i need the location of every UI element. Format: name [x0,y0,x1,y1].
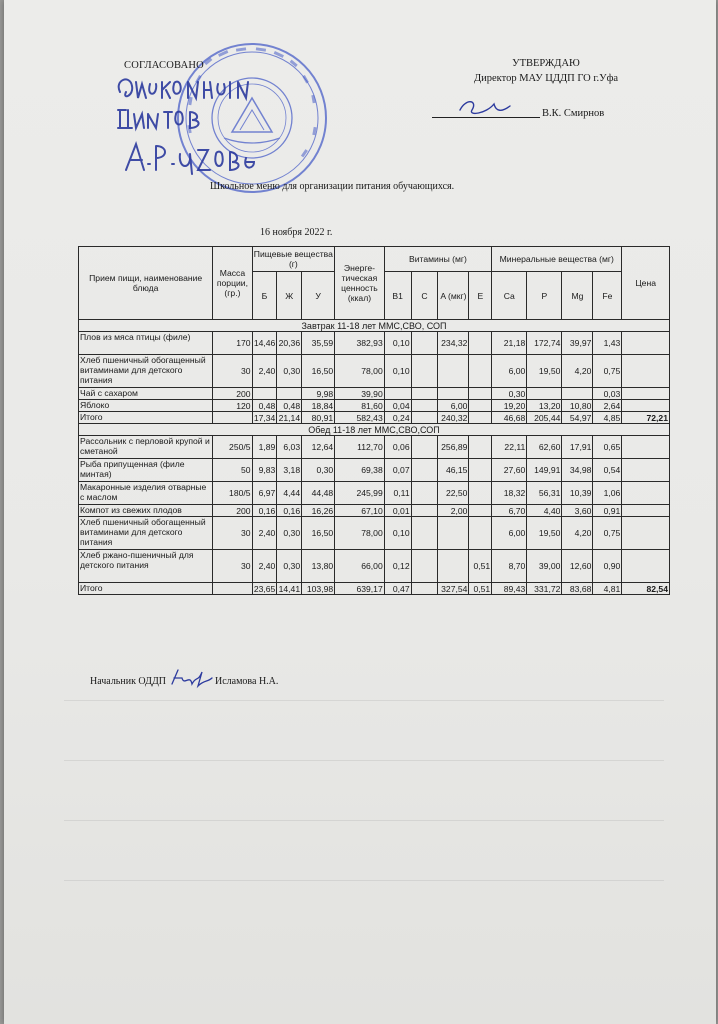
cell-fe: 1,06 [593,482,622,505]
cell-mass: 200 [213,505,252,517]
cell-price [622,517,670,550]
cell-ca: 46,68 [492,412,527,424]
header-u: У [302,272,335,320]
cell-mass: 250/5 [213,436,252,459]
cell-u: 35,59 [302,332,335,355]
header-meal: Прием пищи, наименование блюда [79,247,213,320]
cell-ca: 21,18 [492,332,527,355]
header-nutrients: Пищевые вещества (г) [252,247,335,272]
breakfast-section-title: Завтрак 11-18 лет ММС,СВО, СОП [79,320,670,332]
cell-e: 0,51 [469,583,492,595]
cell-ca: 6,00 [492,517,527,550]
cell-c [411,505,438,517]
cell-fe: 0,91 [593,505,622,517]
cell-c [411,482,438,505]
cell-a: 22,50 [438,482,469,505]
cell-e [469,482,492,505]
menu-date: 16 ноября 2022 г. [260,227,333,238]
cell-mg: 12,60 [562,550,593,583]
menu-table [78,246,670,595]
dish-name: Чай с сахаром [79,388,213,400]
header-c: C [411,272,438,320]
cell-u: 16,26 [302,505,335,517]
cell-p: 4,40 [527,505,562,517]
cell-mg: 10,80 [562,400,593,412]
table-row [79,482,670,505]
cell-mass: 30 [213,355,252,388]
cell-price [622,436,670,459]
cell-mass: 200 [213,388,252,400]
cell-mg: 4,20 [562,355,593,388]
cell-b1: 0,06 [384,436,411,459]
cell-b: 23,65 [253,583,276,594]
cell-price [622,482,670,505]
cell-c [411,400,438,412]
cell-fe: 0,75 [593,355,622,388]
cell-mg: 34,98 [562,459,593,482]
cell-b1: 0,10 [384,332,411,355]
cell-fe: 1,43 [593,332,622,355]
cell-mass: 50 [213,459,252,482]
cell-b1: 0,04 [384,400,411,412]
cell-c [411,550,438,583]
table-row [79,400,670,412]
dish-name: Итого [79,583,213,595]
header-zh: Ж [277,272,302,320]
table-row [79,332,670,355]
table-row [79,459,670,482]
cell-a: 46,15 [438,459,469,482]
cell-b: 0,48 [252,400,277,412]
cell-u: 16,50 [302,355,335,388]
director-name: В.К. Смирнов [542,108,605,119]
cell-zh: 0,48 [277,400,302,412]
header-ca: Ca [492,272,527,320]
cell-ca: 6,00 [492,355,527,388]
cell-ca: 6,70 [492,505,527,517]
header-b1: B1 [384,272,411,320]
cell-a: 234,32 [438,332,469,355]
cell-price [622,400,670,412]
cell-zh: 0,30 [277,355,302,388]
approval-block [456,56,636,86]
cell-ca: 19,20 [492,400,527,412]
cell-energy: 66,00 [335,550,385,583]
cell-energy: 39,90 [335,388,385,400]
cell-fe: 0,90 [593,550,622,583]
cell-p: 62,60 [527,436,562,459]
header-mg: Mg [562,272,593,320]
cell-zh: 3,18 [277,459,302,482]
header-fe: Fe [593,272,622,320]
cell-mg: 17,91 [562,436,593,459]
cell-fe: 2,64 [593,400,622,412]
cell-fe: 0,54 [593,459,622,482]
cell-e [469,505,492,517]
cell-energy: 112,70 [335,436,385,459]
cell-b1 [384,388,411,400]
cell-mg: 83,68 [562,583,593,595]
header-minerals: Минеральные вещества (мг) [492,247,622,272]
cell-zh: 21,14 [278,412,301,423]
cell-b1: 0,47 [384,583,411,595]
cell-e [469,459,492,482]
cell-price [622,550,670,583]
dish-name: Плов из мяса птицы (филе) [79,332,213,355]
cell-b1: 0,10 [384,355,411,388]
cell-mass: 30 [213,550,252,583]
cell-fe: 0,03 [593,388,622,400]
cell-fe: 0,75 [593,517,622,550]
cell-p: 149,91 [527,459,562,482]
cell-energy: 69,38 [335,459,385,482]
cell-zh: 0,30 [277,517,302,550]
cell-mass: 180/5 [213,482,252,505]
cell-p: 56,31 [527,482,562,505]
cell-mg: 4,20 [562,517,593,550]
table-row [79,505,670,517]
cell-mg: 54,97 [562,412,593,424]
table-row [79,550,670,583]
agreed-label: СОГЛАСОВАНО [124,60,204,71]
header-b: Б [252,272,277,320]
cell-a [438,550,469,583]
cell-c [411,388,438,400]
cell-zh: 0,16 [277,505,302,517]
handwritten-signature-left [112,70,262,180]
cell-b: 1,89 [252,436,277,459]
cell-u: 12,64 [302,436,335,459]
cell-u: 44,48 [302,482,335,505]
cell-c [411,583,438,595]
cell-b1: 0,07 [384,459,411,482]
cell-b: 2,40 [252,355,277,388]
cell-u: 18,84 [302,400,335,412]
cell-b: 2,40 [252,517,277,550]
lunch-section-title: Обед 11-18 лет ММС,СВО,СОП [79,424,670,436]
cell-p [527,388,562,400]
cell-u: 103,98 [302,583,335,595]
header-p: P [527,272,562,320]
table-row [79,388,670,400]
cell-energy: 81,60 [335,400,385,412]
cell-fe: 0,65 [593,436,622,459]
cell-e [469,400,492,412]
cell-fe: 4,85 [593,412,622,424]
footer-label: Начальник ОДДП [90,676,167,687]
cell-p: 331,72 [527,583,562,595]
header-a: A (мкг) [438,272,469,320]
document-page [4,0,716,1024]
cell-price [622,355,670,388]
cell-e [469,355,492,388]
cell-mg [562,388,593,400]
dish-name: Рыба припущенная (филе минтая) [79,459,213,482]
cell-e [469,436,492,459]
cell-u: 0,30 [302,459,335,482]
cell-mass: 120 [213,400,252,412]
cell-mass: 30 [213,517,252,550]
cell-a [438,517,469,550]
cell-e [469,388,492,400]
cell-e [469,412,492,424]
cell-b1: 0,24 [384,412,411,424]
dish-name: Компот из свежих плодов [79,505,213,517]
cell-b: 17,34 [253,412,276,423]
dish-name: Макаронные изделия отварные с маслом [79,482,213,505]
cell-p: 19,50 [527,355,562,388]
header-mass: Масса порции, (гр.) [213,247,252,320]
cell-e: 0,51 [469,550,492,583]
director-signature [456,96,516,120]
cell-p: 205,44 [527,412,562,424]
table-row [79,355,670,388]
cell-zh: 0,30 [277,550,302,583]
cell-p: 19,50 [527,517,562,550]
dish-name: Рассольник с перловой крупой и сметаной [79,436,213,459]
dish-name: Хлеб ржано-пшеничный для детского питания [79,550,213,583]
cell-a: 327,54 [438,583,469,595]
cell-price [622,388,670,400]
total-row [79,583,670,595]
cell-energy: 382,93 [335,332,385,355]
cell-price: 82,54 [622,583,670,595]
cell-zh: 6,03 [277,436,302,459]
cell-energy: 245,99 [335,482,385,505]
director-title: Директор МАУ ЦДДП ГО г.Уфа [473,73,619,84]
total-row [79,412,670,424]
cell-c [411,459,438,482]
cell-b1: 0,01 [384,505,411,517]
cell-c [411,517,438,550]
cell-energy: 639,17 [335,583,385,595]
cell-energy: 582,43 [335,412,385,424]
cell-ca: 89,43 [492,583,527,595]
cell-energy: 78,00 [335,517,385,550]
dish-name: Итого [79,412,213,424]
cell-u: 9,98 [302,388,335,400]
cell-ca: 22,11 [492,436,527,459]
cell-zh: 20,36 [277,332,302,355]
cell-b: 9,83 [252,459,277,482]
cell-e [469,517,492,550]
cell-price [622,459,670,482]
header-vitamins: Витамины (мг) [384,247,491,272]
header-energy: Энерге-тическая ценность (ккал) [335,247,385,320]
cell-p: 172,74 [527,332,562,355]
header-e: E [469,272,492,320]
approve-label: УТВЕРЖДАЮ [512,58,580,69]
cell-c [411,355,438,388]
cell-zh [277,388,302,400]
cell-b1: 0,12 [384,550,411,583]
cell-c [411,332,438,355]
cell-c [411,412,438,424]
cell-ca: 27,60 [492,459,527,482]
cell-mass: 170 [213,332,252,355]
cell-e [469,332,492,355]
footer-name: Исламова Н.А. [215,676,279,687]
cell-a: 240,32 [438,412,469,424]
dish-name: Хлеб пшеничный обогащенный витаминами для детского питания [79,517,213,550]
cell-b: 6,97 [252,482,277,505]
cell-zh: 4,44 [277,482,302,505]
dish-name: Яблоко [79,400,213,412]
cell-energy: 78,00 [335,355,385,388]
cell-ca: 18,32 [492,482,527,505]
cell-ca: 0,30 [492,388,527,400]
cell-zh: 14,41 [278,583,301,594]
cell-p: 13,20 [527,400,562,412]
cell-u: 16,50 [302,517,335,550]
cell-b: 2,40 [252,550,277,583]
cell-mass [213,412,252,424]
cell-a [438,388,469,400]
cell-price: 72,21 [622,412,670,424]
cell-a: 256,89 [438,436,469,459]
cell-b: 0,16 [252,505,277,517]
cell-b1: 0,10 [384,517,411,550]
cell-price [622,505,670,517]
cell-a: 2,00 [438,505,469,517]
dish-name: Хлеб пшеничный обогащенный витаминами для детского питания [79,355,213,388]
table-row [79,517,670,550]
cell-c [411,436,438,459]
header-price: Цена [622,247,670,320]
cell-p: 39,00 [527,550,562,583]
cell-a: 6,00 [438,400,469,412]
cell-mass [213,583,252,595]
cell-ca: 8,70 [492,550,527,583]
chief-signature [168,666,214,690]
cell-u: 80,91 [302,412,335,424]
cell-mg: 3,60 [562,505,593,517]
cell-a [438,355,469,388]
cell-b1: 0,11 [384,482,411,505]
cell-fe: 4,81 [593,583,622,595]
cell-mg: 39,97 [562,332,593,355]
cell-b: 14,46 [252,332,277,355]
document-title: Школьное меню для организации питания обучающихся. [210,181,455,192]
cell-u: 13,80 [302,550,335,583]
table-row [79,436,670,459]
cell-price [622,332,670,355]
cell-b [252,388,277,400]
cell-mg: 10,39 [562,482,593,505]
cell-energy: 67,10 [335,505,385,517]
